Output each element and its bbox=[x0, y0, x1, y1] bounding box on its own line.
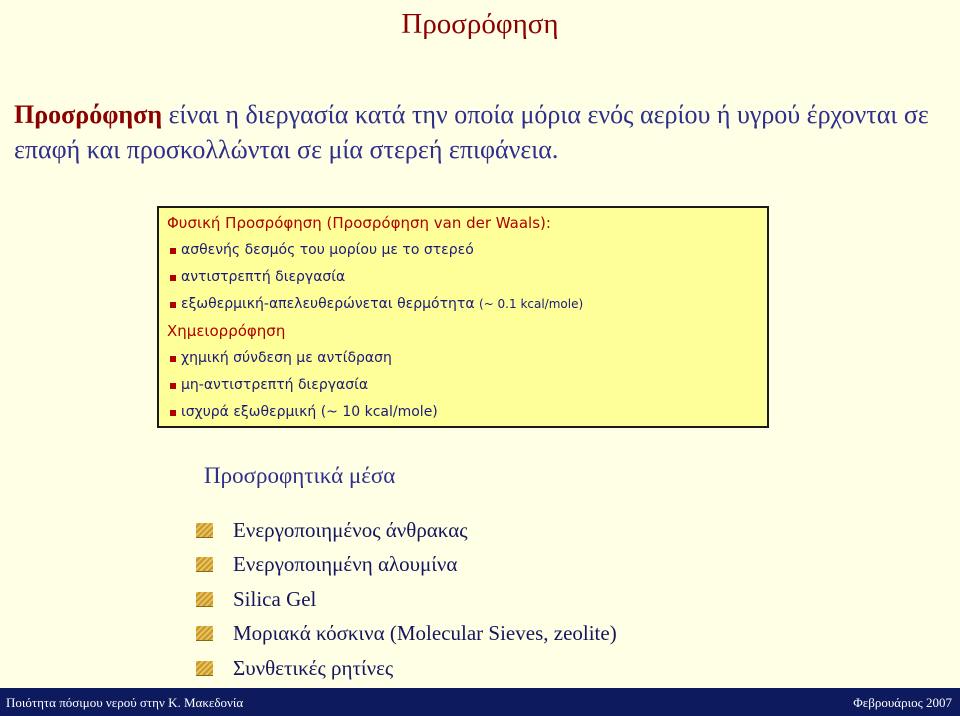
footer-bar bbox=[0, 688, 960, 716]
physical-item: ασθενής δεσμός του μορίου με το στερεό bbox=[167, 237, 759, 264]
textured-bullet-icon bbox=[196, 661, 213, 676]
intro-paragraph bbox=[14, 97, 944, 168]
physical-item: εξωθερμική-απελευθερώνεται θερμότητα (~ 0.1 kcal/mole) bbox=[167, 291, 759, 318]
textured-bullet-icon bbox=[196, 626, 213, 641]
slide-title: Προσρόφηση bbox=[401, 8, 559, 40]
list-item: Silica Gel bbox=[196, 582, 617, 617]
textured-bullet-icon bbox=[196, 592, 213, 607]
physical-adsorption-heading: Φυσική Προσρόφηση (Προσρόφηση van der Waals): bbox=[167, 214, 551, 232]
square-bullet-icon bbox=[170, 302, 176, 308]
list-item: Συνθετικές ρητίνες bbox=[196, 651, 617, 686]
chemical-item: χημική σύνδεση με αντίδραση bbox=[167, 345, 759, 372]
list-item: Ενεργοποιημένος άνθρακας bbox=[196, 513, 617, 548]
chemical-item: μη-αντιστρεπτή διεργασία bbox=[167, 372, 759, 399]
textured-bullet-icon bbox=[196, 523, 213, 538]
physical-item: αντιστρεπτή διεργασία bbox=[167, 264, 759, 291]
square-bullet-icon bbox=[170, 383, 176, 389]
footer-left: Ποιότητα πόσιμου νερού στην Κ. Μακεδονία bbox=[6, 695, 244, 710]
square-bullet-icon bbox=[170, 248, 176, 254]
list-item: Μοριακά κόσκινα (Molecular Sieves, zeolite) bbox=[196, 617, 617, 652]
adsorption-types-box bbox=[157, 206, 769, 428]
adsorbents-list bbox=[196, 513, 617, 686]
chemisorption-heading: Χημειορρόφηση bbox=[167, 322, 286, 340]
list-item: Ενεργοποιημένη αλουμίνα bbox=[196, 548, 617, 583]
chemical-item: ισχυρά εξωθερμική (~ 10 kcal/mole) bbox=[167, 399, 759, 426]
square-bullet-icon bbox=[170, 356, 176, 362]
footer-right: Φεβρουάριος 2007 bbox=[853, 695, 952, 710]
intro-text: είναι η διεργασία κατά την οποία μόρια ενός αερίου ή υγρού έρχονται σε επαφή και προσκολλώνται σε μία στερεή επιφάνεια. bbox=[14, 100, 929, 165]
heat-note: (~ 0.1 kcal/mole) bbox=[479, 297, 584, 311]
square-bullet-icon bbox=[170, 275, 176, 281]
square-bullet-icon bbox=[170, 410, 176, 416]
textured-bullet-icon bbox=[196, 557, 213, 572]
intro-term: Προσρόφηση bbox=[14, 100, 163, 129]
adsorbents-heading: Προσροφητικά μέσα bbox=[204, 463, 396, 488]
